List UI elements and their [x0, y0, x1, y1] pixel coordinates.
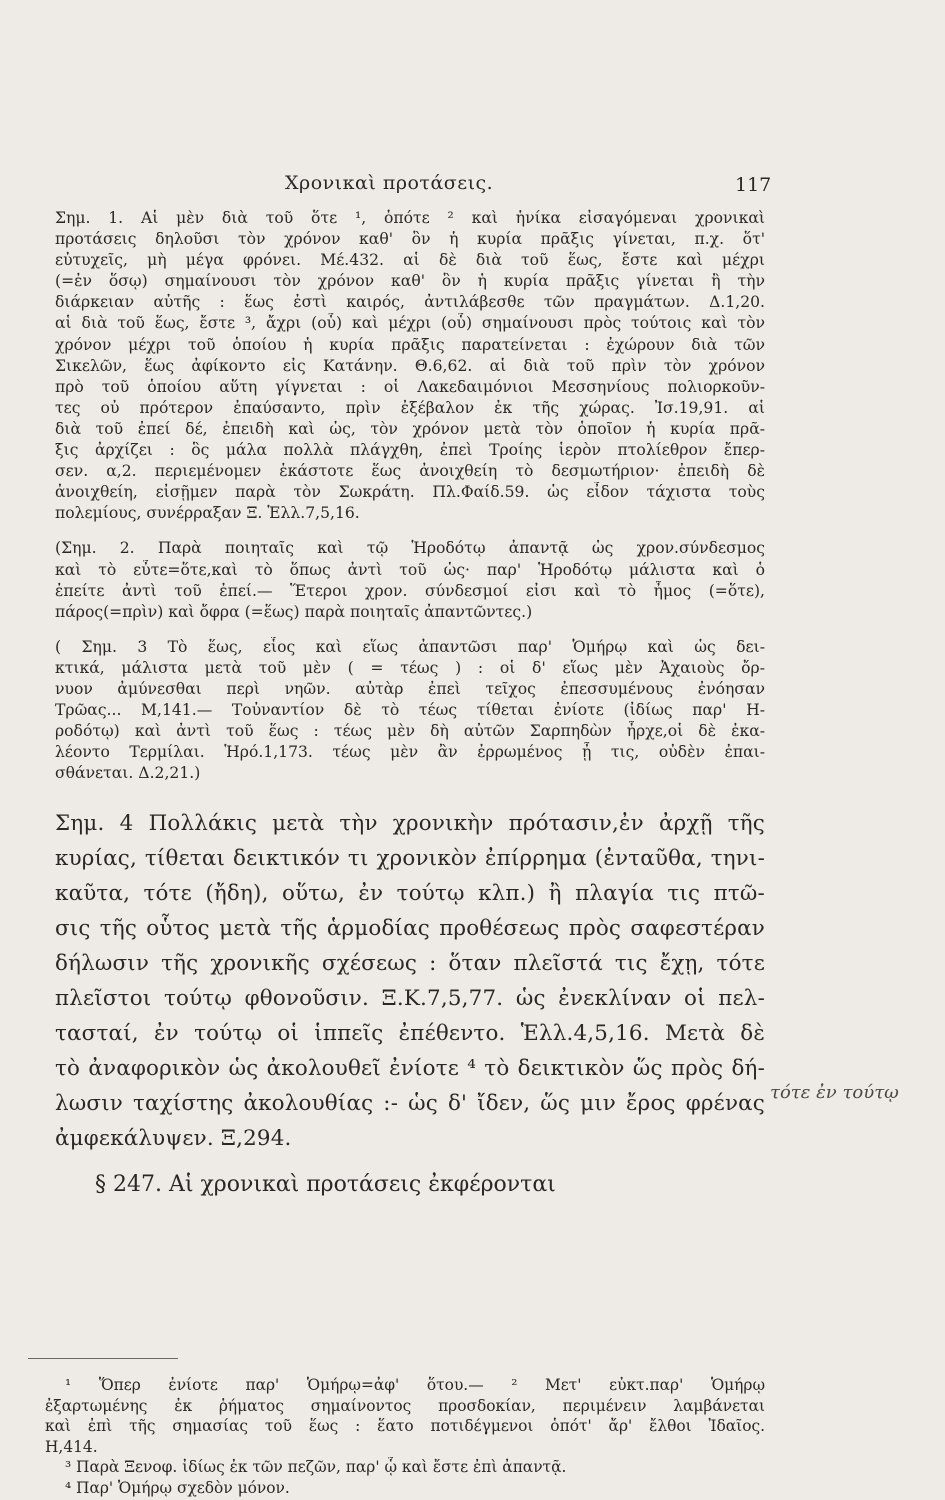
- text-line: καὶ τὸ εὖτε=ὅτε,καὶ τὸ ὅπως ἀντὶ τοῦ ὡς· παρ' Ἡροδότῳ μάλιστα καὶ ὁ: [55, 560, 765, 579]
- page-body: [55, 208, 765, 1202]
- text-line: Σικελῶν, ἕως ἀφίκοντο εἰς Κατάνην. Θ.6,62. αἱ διὰ τοῦ πρὶν τὸν χρόνον: [55, 356, 765, 375]
- footnote-line: ἐξαρτωμένης ἐκ ῥήματος σημαίνοντος προσδοκίαν, περιμένειν λαμβάνεται: [45, 1396, 765, 1415]
- text-line: ξις ἀρχίζει : ὃς μάλα πολλὰ πλάγχθη, ἐπεὶ Τροίης ἱερὸν πτολίεθρον ἔπερ-: [55, 441, 765, 460]
- text-line: καῦτα, τότε (ἤδη), οὕτω, ἐν τούτῳ κλπ.) ἢ πλαγία τις πτῶ-: [55, 881, 765, 907]
- text-line: πολεμίους, συνέρραξαν Ξ. Ἑλλ.7,5,16.: [55, 504, 360, 523]
- note-4: [55, 806, 765, 1156]
- footnote-line: ¹ Ὅπερ ἐνίοτε παρ' Ὁμήρῳ=ἀφ' ὅτου.— ² Μετ' εὐκτ.παρ' Ὁμήρῳ: [65, 1376, 765, 1394]
- text-line: προτάσεις δηλοῦσι τὸν χρόνον καθ' ὃν ἡ κυρία πρᾶξις γίνεται, π.χ. ὅτ': [55, 230, 765, 249]
- text-line: κτικά, μάλιστα μετὰ τοῦ μὲν ( = τέως ) : οἱ δ' εἵως μὲν Ἀχαιοὺς ὄρ-: [55, 658, 765, 677]
- text-line: διάρκειαν αὐτῆς : ἕως ἐστὶ καιρός, ἀντιλάβεσθε τῶν πραγμάτων. Δ.1,20.: [55, 293, 765, 312]
- text-line: κυρίας, τίθεται δεικτικόν τι χρονικὸν ἐπίρρημα (ἐνταῦθα, τηνι-: [55, 846, 765, 872]
- text-line: πάρος(=πρὶν) καὶ ὄφρα (=ἕως) παρὰ ποιηταῖς ἀπαντῶντες.): [55, 602, 533, 621]
- running-title: Χρονικαὶ προτάσεις.: [285, 172, 494, 194]
- text-line: (=ἐν ὅσῳ) σημαίνουσι τὸν χρόνον καθ' ὃν ἡ κυρία πρᾶξις γίνεται ἢ τὴν: [55, 272, 765, 291]
- note-2: [55, 538, 765, 622]
- text-line: ἀνοιχθείη, εἰσῇμεν παρὰ τὸν Σωκράτη. Πλ.Φαίδ.59. ὡς εἶδον τάχιστα τοὺς: [55, 483, 765, 502]
- text-line: λέοντο Τερμίλαι. Ἡρό.1,173. τέως μὲν ἂν ἐρρωμένος ᾖ τις, οὐδὲν ἐπαι-: [55, 743, 765, 762]
- text-line: ἀμφεκάλυψεν. Ξ,294.: [55, 1126, 292, 1152]
- text-line: σεν. α,2. περιεμένομεν ἑκάστοτε ἕως ἀνοιχθείη τὸ δεσμωτήριον· ἐπειδὴ δὲ: [55, 462, 765, 481]
- footnote-rule: [28, 1358, 178, 1359]
- footnote-line: Η,414.: [45, 1437, 98, 1456]
- text-line: ἐπείτε ἀντὶ τοῦ ἐπεί.— Ἕτεροι χρον. σύνδεσμοί εἰσι καὶ τὸ ἦμος (=ὅτε),: [55, 581, 765, 600]
- text-line: Σημ. 4 Πολλάκις μετὰ τὴν χρονικὴν πρότασιν,ἐν ἀρχῇ τῆς: [55, 811, 765, 837]
- text-line: χρόνον μέχρι τοῦ ὁποίου ἡ κυρία πρᾶξις παρατείνεται : ἐχώρουν διὰ τῶν: [55, 335, 765, 354]
- page-number: 117: [735, 174, 772, 196]
- text-line: νυον ἀμύνεσθαι περὶ νηῶν. αὐτὰρ ἐπεὶ τεῖχος ἐπεσσυμένους ἐνόησαν: [55, 679, 765, 698]
- footnote-line: ⁴ Παρ' Ὁμήρῳ σχεδὸν μόνον.: [65, 1478, 290, 1497]
- note-3: [55, 637, 765, 785]
- text-line: Σημ. 1. Αἱ μὲν διὰ τοῦ ὅτε ¹, ὁπότε ² καὶ ἡνίκα εἰσαγόμεναι χρονικαὶ: [55, 209, 765, 227]
- text-line: σις τῆς οὗτος μετὰ τῆς ἁρμοδίας προθέσεως πρὸς σαφεστέραν: [55, 916, 765, 942]
- text-line: σθάνεται. Δ.2,21.): [55, 764, 201, 783]
- footnotes: [45, 1375, 765, 1498]
- footnote-line: ³ Παρὰ Ξενοφ. ἰδίως ἐκ τῶν πεζῶν, παρ' ᾧ καὶ ἔστε ἐπὶ ἀπαντᾷ.: [65, 1458, 567, 1476]
- text-line: Τρῶας... Μ,141.— Τοὐναντίον δὲ τὸ τέως τίθεται ἐνίοτε (ἰδίως παρ' Η-: [55, 701, 765, 720]
- note-1: [55, 208, 765, 524]
- text-line: εὐτυχεῖς, μὴ μέγα φρόνει. Μέ.432. αἱ δὲ διὰ τοῦ ἕως, ἔστε καὶ μέχρι: [55, 251, 765, 270]
- text-line: διὰ τοῦ ἐπεί δέ, ἐπειδὴ καὶ ὡς, τὸν χρόνον μετὰ τὸν ὁποῖον ἡ κυρία πρᾶ-: [55, 419, 765, 438]
- page-header: [0, 160, 945, 200]
- footnote-line: καὶ ἐπὶ τῆς σημασίας τοῦ ἕως : ἕατο ποτιδέγμενοι ὁπότ' ἄρ' ἔλθοι Ἰδαῖος.: [45, 1417, 765, 1435]
- text-line: δήλωσιν τῆς χρονικῆς σχέσεως : ὅταν πλεῖστά τις ἔχῃ, τότε: [55, 951, 765, 977]
- text-line: (Σημ. 2. Παρὰ ποιηταῖς καὶ τῷ Ἡροδότῳ ἀπαντᾷ ὡς χρον.σύνδεσμος: [55, 539, 765, 558]
- text-line: τὸ ἀναφορικὸν ὡς ἀκολουθεῖ ἐνίοτε ⁴ τὸ δεικτικὸν ὥς πρὸς δή-: [55, 1056, 765, 1082]
- text-line: αἱ διὰ τοῦ ἕως, ἔστε ³, ἄχρι (οὗ) καὶ μέχρι (οὗ) σημαίνουσι πρὸς τούτοις καὶ τὸν: [55, 314, 765, 333]
- text-line: τασταί, ἐν τούτῳ οἱ ἱππεῖς ἐπέθεντο. Ἑλλ.4,5,16. Μετὰ δὲ: [55, 1021, 765, 1047]
- text-line: ροδότῳ) καὶ ἀντὶ τοῦ ἕως : τέως μὲν δὴ αὐτῶν Σαρπηδὼν ἦρχε,οἱ δὲ ἐκα-: [55, 722, 765, 741]
- text-line: λωσιν ταχίστης ἀκολουθίας :- ὡς δ' ἴδεν, ὥς μιν ἔρος φρένας: [55, 1091, 765, 1117]
- text-line: ( Σημ. 3 Τὸ ἕως, εἷος καὶ εἵως ἀπαντῶσι παρ' Ὁμήρῳ καὶ ὡς δει-: [55, 637, 765, 656]
- handwritten-margin-note: τότε ἐν τούτῳ: [770, 1082, 899, 1103]
- text-line: πρὸ τοῦ ὁποίου αὕτη γίγνεται : οἱ Λακεδαιμόνιοι Μεσσηνίους πολιορκοῦν-: [55, 377, 765, 396]
- text-line: τες οὐ πρότερον ἐπαύσαντο, πρὶν ἐξέβαλον ἐκ τῆς χώρας. Ἰσ.19,91. αἱ: [55, 398, 765, 417]
- section-heading: § 247. Αἱ χρονικαὶ προτάσεις ἐκφέρονται: [95, 1172, 556, 1198]
- text-line: πλεῖστοι τούτῳ φθονοῦσιν. Ξ.Κ.7,5,77. ὡς ἐνεκλίναν οἱ πελ-: [55, 986, 765, 1012]
